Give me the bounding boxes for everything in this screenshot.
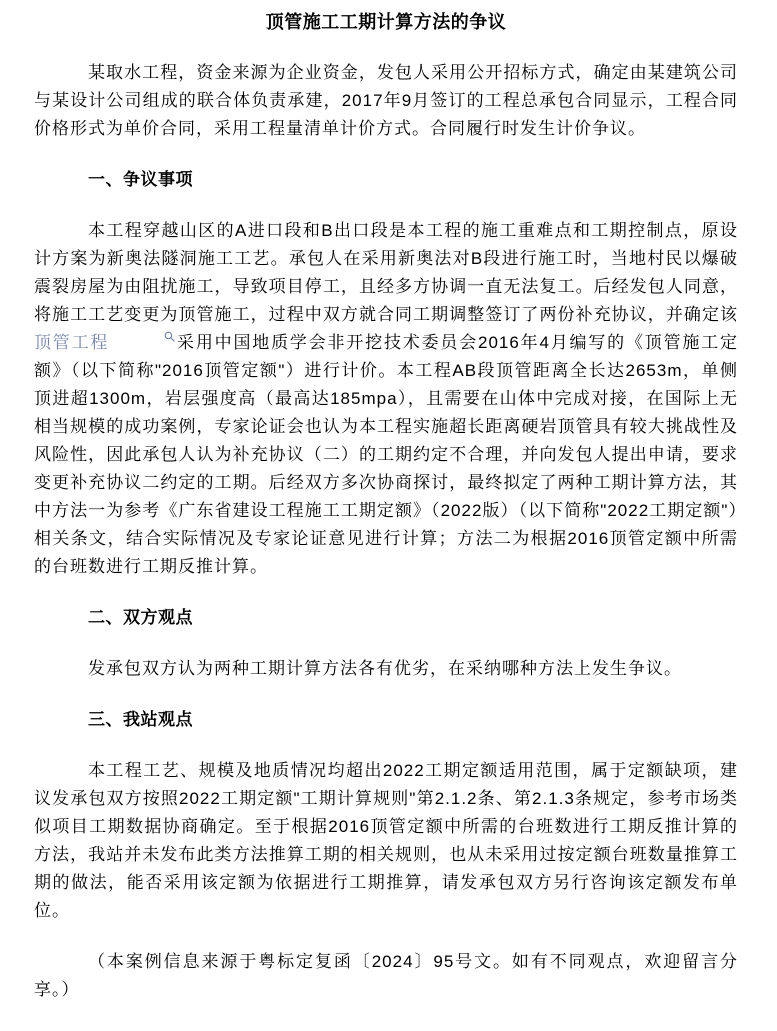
entity-link-pipe-jacking[interactable]: 顶管工程 <box>34 333 110 352</box>
our-station-view-paragraph: 本工程工艺、规模及地质情况均超出2022工期定额适用范围，属于定额缺项，建议发承包双方按照2022工期定额"工期计算规则"第2.1.2条、第2.1.3条规定，参考市场类似项目工期数据协商确定。至于根据2016顶管定额中所需的台班数进行工期反推计算的方法，我站并未发布此类方法推算工期的相关规则，也从未采用过按定额台班数量推算工期的做法，能否采用该定额为依据进行工期推算，请发承包双方另行咨询该定额发布单位。 <box>34 761 738 920</box>
dispute-text-before-link: 本工程穿越山区的A进口段和B出口段是本工程的施工重难点和工期控制点，原设计方案为新奥法隧洞施工工艺。承包人在采用新奥法对B段进行施工时，当地村民以爆破震裂房屋为由阻扰施工，导致项目停工，且经多方协调一直无法复工。后经发包人同意，将施工工艺变更为顶管施工，过程中双方就合同工期调整签订了两份补充协议，并确定该 <box>34 221 738 324</box>
dispute-paragraph <box>34 217 738 581</box>
section-heading-our-station-view: 三、我站观点 <box>88 710 193 729</box>
search-icon[interactable] <box>110 331 175 342</box>
section-heading-both-parties-views: 二、双方观点 <box>88 608 193 627</box>
document-title: 顶管施工工期计算方法的争议 <box>265 12 507 32</box>
both-parties-views-paragraph: 发承包双方认为两种工期计算方法各有优劣，在采纳哪种方法上发生争议。 <box>88 659 682 678</box>
intro-paragraph: 某取水工程，资金来源为企业资金，发包人采用公开招标方式，确定由某建筑公司与某设计公司组成的联合体负责承建，2017年9月签订的工程总承包合同显示，工程合同价格形式为单价合同，采用工程量清单计价方式。合同履行时发生计价争议。 <box>34 63 738 138</box>
dispute-text-after-link: 采用中国地质学会非开挖技术委员会2016年4月编写的《顶管施工定额》（以下简称"2016顶管定额"）进行计价。本工程AB段顶管距离全长达2653m，单侧顶进超1300m，岩层强度高（最高达185mpa），且需要在山体中完成对接，在国际上无相当规模的成功案例，专家论证会也认为本工程实施超长距离硬岩顶管具有较大挑战性及风险性，因此承包人认为补充协议（二）的工期约定不合理，并向发包人提出申请，要求变更补充协议二约定的工期。后经双方多次协商探讨，最终拟定了两种工期计算方法，其中方法一为参考《广东省建设工程施工工期定额》（2022版）（以下简称"2022工期定额"）相关条文，结合实际情况及专家论证意见进行计算；方法二为根据2016顶管定额中所需的台班数进行工期反推计算。 <box>34 333 739 576</box>
source-note-paragraph: （本案例信息来源于粤标定复函〔2024〕95号文。如有不同观点，欢迎留言分享。） <box>34 952 738 999</box>
section-heading-dispute-items: 一、争议事项 <box>88 170 193 189</box>
